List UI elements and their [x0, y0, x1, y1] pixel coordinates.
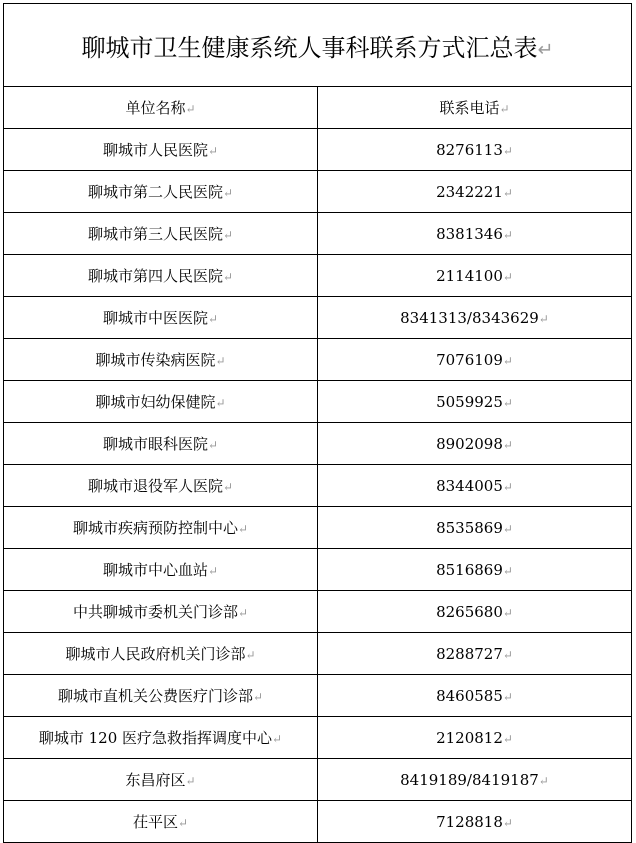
unit-name: 中共聊城市委机关门诊部: [72, 603, 238, 621]
unit-name: 聊城市眼科医院: [102, 435, 208, 453]
phone-number: 8288727: [436, 644, 503, 663]
unit-name: 聊城市人民政府机关门诊部: [65, 645, 246, 663]
paragraph-mark: ↵: [502, 689, 513, 704]
header-row: [4, 87, 632, 129]
paragraph-mark: ↵: [222, 186, 234, 200]
paragraph-mark: ↵: [502, 185, 513, 200]
phone-number: 8276113: [436, 140, 503, 159]
phone-cell: [318, 339, 632, 381]
table-row: [4, 297, 632, 339]
phone-number: 2120812: [436, 728, 503, 747]
unit-name-cell: [4, 801, 318, 843]
unit-name-cell: [4, 507, 318, 549]
paragraph-mark: ↵: [502, 479, 513, 494]
paragraph-mark: ↵: [502, 647, 513, 662]
phone-cell: [318, 297, 632, 339]
unit-name-cell: [4, 549, 318, 591]
paragraph-mark: ↵: [222, 270, 234, 284]
table-row: [4, 381, 632, 423]
paragraph-mark: ↵: [185, 102, 196, 116]
table-row: [4, 507, 632, 549]
phone-number: 8381346: [436, 224, 503, 243]
table-row: [4, 423, 632, 465]
paragraph-mark: ↵: [207, 144, 219, 158]
title-cell: [4, 4, 632, 87]
paragraph-mark: ↵: [502, 353, 513, 368]
paragraph-mark: ↵: [207, 312, 219, 326]
paragraph-mark: ↵: [252, 690, 264, 704]
unit-name-cell: [4, 255, 318, 297]
unit-name-cell: [4, 633, 318, 675]
phone-number: 7128818: [436, 812, 503, 831]
contact-sheet: [3, 3, 632, 843]
paragraph-mark: ↵: [502, 731, 513, 746]
phone-number: 8265680: [436, 602, 503, 621]
paragraph-mark: ↵: [207, 564, 219, 578]
table-row: [4, 675, 632, 717]
header-phone: 联系电话: [439, 99, 500, 117]
phone-number: 2114100: [436, 266, 503, 285]
paragraph-mark: ↵: [245, 648, 256, 662]
table-row: [4, 759, 632, 801]
paragraph-mark: ↵: [237, 522, 249, 536]
paragraph-mark: ↵: [502, 437, 513, 452]
phone-cell: [318, 675, 632, 717]
unit-name: 聊城市中医医院: [102, 309, 208, 327]
phone-cell: [318, 717, 632, 759]
unit-name-cell: [4, 759, 318, 801]
contacts-table-body: [4, 4, 632, 843]
unit-name: 聊城市退役军人医院: [87, 477, 223, 495]
phone-cell: [318, 759, 632, 801]
phone-cell: [318, 423, 632, 465]
contacts-table: [3, 3, 632, 843]
unit-name: 聊城市第四人民医院: [87, 267, 223, 285]
phone-cell: [318, 507, 632, 549]
header-name: 单位名称: [125, 99, 186, 117]
paragraph-mark: ↵: [207, 438, 219, 452]
unit-name-cell: [4, 423, 318, 465]
header-name-cell: [4, 87, 318, 129]
phone-number: 8535869: [436, 518, 503, 537]
paragraph-mark: ↵: [185, 774, 196, 788]
phone-number: 8341313/8343629: [400, 308, 539, 327]
unit-name: 聊城市直机关公费医疗门诊部: [57, 687, 253, 705]
paragraph-mark: ↵: [272, 732, 283, 746]
paragraph-mark: ↵: [215, 396, 226, 410]
phone-cell: [318, 213, 632, 255]
paragraph-mark: ↵: [502, 143, 513, 158]
header-phone-cell: [318, 87, 632, 129]
title-row: [4, 4, 632, 87]
paragraph-mark: ↵: [502, 563, 513, 578]
paragraph-mark: ↵: [222, 228, 234, 242]
unit-name: 聊城市 120 医疗急救指挥调度中心: [38, 729, 273, 747]
unit-name-cell: [4, 381, 318, 423]
unit-name-cell: [4, 717, 318, 759]
phone-number: 8344005: [436, 476, 503, 495]
unit-name: 聊城市疾病预防控制中心: [72, 519, 238, 537]
table-row: [4, 633, 632, 675]
paragraph-mark: ↵: [237, 606, 249, 620]
unit-name-cell: [4, 675, 318, 717]
unit-name-cell: [4, 339, 318, 381]
table-row: [4, 801, 632, 843]
phone-number: 8902098: [436, 434, 503, 453]
unit-name: 聊城市中心血站: [102, 561, 208, 579]
phone-cell: [318, 801, 632, 843]
unit-name-cell: [4, 591, 318, 633]
phone-cell: [318, 129, 632, 171]
paragraph-mark: ↵: [502, 227, 513, 242]
unit-name-cell: [4, 297, 318, 339]
phone-cell: [318, 549, 632, 591]
phone-cell: [318, 591, 632, 633]
phone-number: 8460585: [436, 686, 503, 705]
unit-name: 聊城市第三人民医院: [87, 225, 223, 243]
table-row: [4, 549, 632, 591]
paragraph-mark: ↵: [215, 354, 226, 368]
paragraph-mark: ↵: [502, 521, 513, 536]
unit-name: 聊城市人民医院: [102, 141, 208, 159]
paragraph-mark: ↵: [499, 102, 510, 116]
unit-name-cell: [4, 129, 318, 171]
table-row: [4, 213, 632, 255]
table-row: [4, 717, 632, 759]
unit-name-cell: [4, 465, 318, 507]
paragraph-mark: ↵: [538, 311, 549, 326]
paragraph-mark: ↵: [502, 395, 513, 410]
paragraph-mark: ↵: [177, 816, 189, 830]
phone-cell: [318, 465, 632, 507]
table-row: [4, 171, 632, 213]
table-row: [4, 591, 632, 633]
unit-name-cell: [4, 171, 318, 213]
unit-name-cell: [4, 213, 318, 255]
phone-cell: [318, 633, 632, 675]
paragraph-mark: ↵: [502, 815, 513, 830]
paragraph-mark: ↵: [538, 773, 549, 788]
phone-number: 8516869: [436, 560, 503, 579]
phone-number: 8419189/8419187: [400, 770, 539, 789]
unit-name: 聊城市妇幼保健院: [95, 393, 216, 411]
table-row: [4, 339, 632, 381]
paragraph-mark: ↵: [222, 480, 234, 494]
table-row: [4, 465, 632, 507]
paragraph-mark: ↵: [537, 37, 554, 61]
unit-name: 聊城市第二人民医院: [87, 183, 223, 201]
page-title: 聊城市卫生健康系统人事科联系方式汇总表: [81, 33, 538, 62]
unit-name: 茌平区: [132, 813, 178, 831]
phone-number: 7076109: [436, 350, 503, 369]
phone-cell: [318, 381, 632, 423]
unit-name: 聊城市传染病医院: [95, 351, 216, 369]
phone-cell: [318, 255, 632, 297]
paragraph-mark: ↵: [502, 269, 513, 284]
phone-number: 2342221: [436, 182, 503, 201]
phone-cell: [318, 171, 632, 213]
phone-number: 5059925: [436, 392, 503, 411]
unit-name: 东昌府区: [125, 771, 186, 789]
paragraph-mark: ↵: [502, 605, 513, 620]
table-row: [4, 255, 632, 297]
table-row: [4, 129, 632, 171]
